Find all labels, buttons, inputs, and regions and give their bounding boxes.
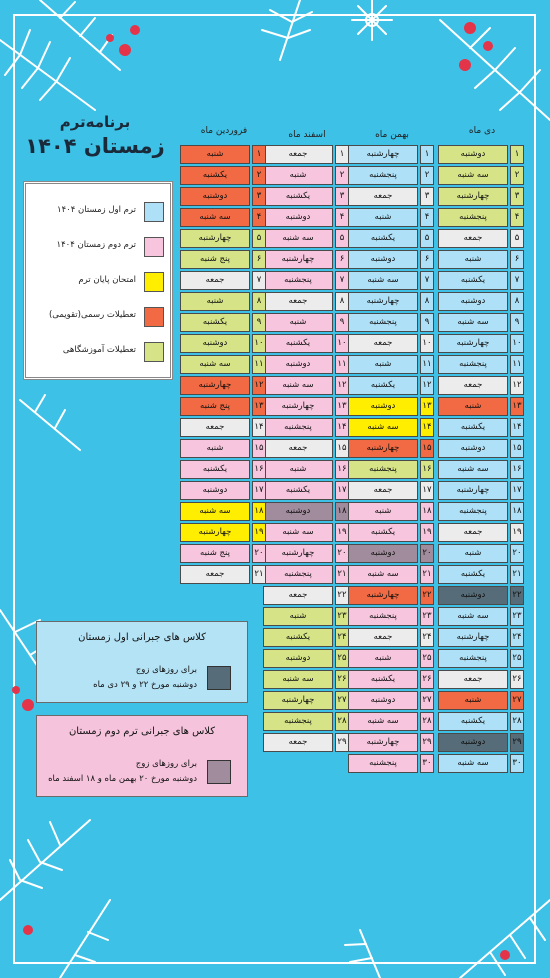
day-number: ۲۴ [510, 628, 524, 647]
legend-swatch [144, 237, 164, 257]
day-name: چهارشنبه [438, 334, 508, 353]
day-name: سه شنبه [438, 313, 508, 332]
day-name: شنبه [348, 208, 418, 227]
day-name: یکشنبه [348, 523, 418, 542]
day-number: ۱۶ [420, 460, 434, 479]
day-number: ۲۷ [510, 691, 524, 710]
day-name: چهارشنبه [263, 397, 333, 416]
day-number: ۵ [510, 229, 524, 248]
day-name: جمعه [438, 670, 508, 689]
day-name: پنجشنبه [348, 607, 418, 626]
day-name: جمعه [180, 565, 250, 584]
day-name: دوشنبه [348, 397, 418, 416]
day-name: دوشنبه [438, 586, 508, 605]
makeup-box-line-2: دوشنبه مورخ ۲۲ و ۲۹ دی ماه [93, 680, 197, 690]
day-number: ۱ [510, 145, 524, 164]
day-number: ۱۴ [335, 418, 349, 437]
day-name: سه شنبه [348, 271, 418, 290]
day-number: ۱۸ [252, 502, 266, 521]
day-number: ۲۳ [420, 607, 434, 626]
day-number: ۳ [420, 187, 434, 206]
day-name: سه شنبه [263, 523, 333, 542]
day-number: ۱۲ [335, 376, 349, 395]
day-number: ۱۰ [252, 334, 266, 353]
day-number: ۲۷ [420, 691, 434, 710]
day-number: ۲ [420, 166, 434, 185]
makeup-box-swatch [207, 666, 231, 690]
day-number: ۱۱ [335, 355, 349, 374]
day-number: ۱۳ [420, 397, 434, 416]
day-name: پنج شنبه [180, 397, 250, 416]
day-number: ۲ [510, 166, 524, 185]
day-name: چهارشنبه [180, 523, 250, 542]
day-number: ۱ [420, 145, 434, 164]
day-number: ۲۵ [420, 649, 434, 668]
day-name: جمعه [263, 586, 333, 605]
day-name: دوشنبه [348, 544, 418, 563]
day-number: ۳۰ [510, 754, 524, 773]
day-name: پنجشنبه [438, 502, 508, 521]
day-number: ۱۰ [420, 334, 434, 353]
day-number: ۲۹ [335, 733, 349, 752]
day-name: دوشنبه [180, 481, 250, 500]
day-name: شنبه [438, 544, 508, 563]
day-name: شنبه [263, 607, 333, 626]
day-number: ۲۱ [335, 565, 349, 584]
day-number: ۲۶ [420, 670, 434, 689]
day-number: ۱۹ [335, 523, 349, 542]
day-number: ۲۶ [335, 670, 349, 689]
day-number: ۸ [420, 292, 434, 311]
day-number: ۱۰ [510, 334, 524, 353]
day-number: ۱۸ [420, 502, 434, 521]
day-name: پنجشنبه [438, 355, 508, 374]
title-line-1: برنامه‌ترم [59, 113, 131, 131]
day-name: شنبه [438, 397, 508, 416]
day-number: ۹ [510, 313, 524, 332]
day-name: پنج شنبه [180, 544, 250, 563]
day-number: ۱ [335, 145, 349, 164]
legend-label: ترم اول زمستان ۱۴۰۴ [57, 205, 136, 215]
day-number: ۳ [252, 187, 266, 206]
legend-item [32, 202, 164, 222]
day-number: ۱۱ [420, 355, 434, 374]
day-number: ۸ [252, 292, 266, 311]
day-number: ۷ [252, 271, 266, 290]
legend-item [32, 272, 164, 292]
day-name: دوشنبه [263, 355, 333, 374]
day-number: ۱۵ [335, 439, 349, 458]
day-number: ۴ [510, 208, 524, 227]
day-number: ۴ [252, 208, 266, 227]
day-number: ۳ [510, 187, 524, 206]
day-name: شنبه [263, 313, 333, 332]
day-name: یکشنبه [348, 670, 418, 689]
day-number: ۶ [252, 250, 266, 269]
day-name: پنجشنبه [438, 208, 508, 227]
day-name: یکشنبه [348, 229, 418, 248]
day-name: یکشنبه [180, 460, 250, 479]
day-name: جمعه [263, 439, 333, 458]
day-name: یکشنبه [180, 313, 250, 332]
makeup-box-title: کلاس های جبرانی اول زمستان [78, 632, 206, 643]
day-number: ۵ [252, 229, 266, 248]
day-name: پنجشنبه [438, 649, 508, 668]
day-name: جمعه [180, 418, 250, 437]
day-name: جمعه [348, 187, 418, 206]
day-number: ۷ [510, 271, 524, 290]
makeup-class-box [36, 621, 248, 703]
day-number: ۱۵ [252, 439, 266, 458]
day-number: ۲۰ [252, 544, 266, 563]
day-name: چهارشنبه [263, 691, 333, 710]
day-number: ۱۱ [252, 355, 266, 374]
month-header: بهمن ماه [375, 130, 409, 140]
day-name: پنجشنبه [348, 754, 418, 773]
day-name: جمعه [438, 523, 508, 542]
day-name: سه شنبه [438, 607, 508, 626]
day-name: جمعه [438, 229, 508, 248]
day-number: ۱۶ [252, 460, 266, 479]
day-number: ۷ [335, 271, 349, 290]
day-name: شنبه [263, 166, 333, 185]
day-name: چهارشنبه [263, 250, 333, 269]
day-name: یکشنبه [438, 712, 508, 731]
day-number: ۹ [252, 313, 266, 332]
day-number: ۲۸ [420, 712, 434, 731]
day-name: سه شنبه [263, 229, 333, 248]
day-number: ۲۹ [420, 733, 434, 752]
legend-swatch [144, 202, 164, 222]
day-number: ۲۳ [335, 607, 349, 626]
day-number: ۲۵ [335, 649, 349, 668]
legend-swatch [144, 307, 164, 327]
day-name: یکشنبه [263, 334, 333, 353]
day-name: سه شنبه [180, 355, 250, 374]
day-number: ۲۱ [252, 565, 266, 584]
day-number: ۱۰ [335, 334, 349, 353]
day-number: ۱۲ [510, 376, 524, 395]
day-number: ۱ [252, 145, 266, 164]
day-number: ۱۷ [510, 481, 524, 500]
day-number: ۱۳ [510, 397, 524, 416]
day-number: ۱۹ [420, 523, 434, 542]
day-number: ۲۲ [335, 586, 349, 605]
day-number: ۲۸ [335, 712, 349, 731]
day-name: جمعه [263, 733, 333, 752]
day-name: شنبه [438, 250, 508, 269]
day-number: ۲۰ [510, 544, 524, 563]
day-name: جمعه [180, 271, 250, 290]
day-number: ۲۱ [420, 565, 434, 584]
legend-label: ترم دوم زمستان ۱۴۰۴ [56, 240, 136, 250]
day-number: ۲۹ [510, 733, 524, 752]
day-name: جمعه [263, 145, 333, 164]
day-name: چهارشنبه [348, 733, 418, 752]
day-number: ۲۶ [510, 670, 524, 689]
day-name: چهارشنبه [180, 229, 250, 248]
makeup-box-line-1: برای روزهای زوج [135, 759, 197, 769]
day-number: ۲ [335, 166, 349, 185]
day-number: ۱۷ [252, 481, 266, 500]
day-name: پنجشنبه [348, 313, 418, 332]
day-name: دوشنبه [180, 187, 250, 206]
day-name: شنبه [348, 502, 418, 521]
day-name: سه شنبه [263, 376, 333, 395]
day-number: ۱۸ [335, 502, 349, 521]
day-number: ۴ [420, 208, 434, 227]
day-name: دوشنبه [263, 208, 333, 227]
day-number: ۱۹ [510, 523, 524, 542]
legend-label: تعطیلات آموزشگاهی [62, 345, 136, 355]
day-name: شنبه [180, 145, 250, 164]
makeup-box-line-2: دوشنبه مورخ ۲۰ بهمن ماه و ۱۸ اسفند ماه [48, 774, 197, 784]
makeup-box-title: کلاس های جبرانی ترم دوم زمستان [68, 726, 216, 737]
day-number: ۳ [335, 187, 349, 206]
day-number: ۲ [252, 166, 266, 185]
title-line-2: زمستان ۱۴۰۴ [25, 134, 165, 158]
day-number: ۸ [510, 292, 524, 311]
day-name: شنبه [348, 649, 418, 668]
legend-item [32, 342, 164, 362]
day-number: ۱۶ [510, 460, 524, 479]
day-number: ۱۵ [510, 439, 524, 458]
day-name: یکشنبه [263, 481, 333, 500]
day-number: ۱۲ [420, 376, 434, 395]
day-number: ۱۶ [335, 460, 349, 479]
day-name: یکشنبه [263, 187, 333, 206]
day-name: پنجشنبه [348, 166, 418, 185]
day-number: ۲۵ [510, 649, 524, 668]
day-name: دوشنبه [438, 733, 508, 752]
day-name: دوشنبه [263, 502, 333, 521]
day-number: ۶ [510, 250, 524, 269]
day-name: دوشنبه [438, 292, 508, 311]
day-name: چهارشنبه [348, 292, 418, 311]
day-name: شنبه [263, 460, 333, 479]
day-number: ۱۸ [510, 502, 524, 521]
day-number: ۱۵ [420, 439, 434, 458]
day-name: دوشنبه [263, 649, 333, 668]
day-name: سه شنبه [180, 502, 250, 521]
day-number: ۱۴ [420, 418, 434, 437]
day-name: چهارشنبه [348, 586, 418, 605]
day-number: ۵ [335, 229, 349, 248]
day-number: ۲۱ [510, 565, 524, 584]
day-name: دوشنبه [348, 250, 418, 269]
day-name: یکشنبه [180, 166, 250, 185]
day-number: ۱۴ [252, 418, 266, 437]
day-number: ۲۰ [420, 544, 434, 563]
day-number: ۱۷ [420, 481, 434, 500]
day-number: ۸ [335, 292, 349, 311]
day-name: جمعه [348, 628, 418, 647]
page-title [20, 112, 170, 160]
day-number: ۲۴ [335, 628, 349, 647]
makeup-box-swatch [207, 760, 231, 784]
day-number: ۱۷ [335, 481, 349, 500]
day-number: ۲۲ [420, 586, 434, 605]
day-name: پنجشنبه [263, 565, 333, 584]
day-name: یکشنبه [438, 271, 508, 290]
day-name: شنبه [438, 691, 508, 710]
day-number: ۳۰ [420, 754, 434, 773]
day-name: جمعه [348, 481, 418, 500]
day-number: ۲۰ [335, 544, 349, 563]
day-name: شنبه [180, 439, 250, 458]
day-number: ۲۸ [510, 712, 524, 731]
legend-swatch [144, 272, 164, 292]
day-number: ۲۲ [510, 586, 524, 605]
legend-swatch [144, 342, 164, 362]
day-name: یکشنبه [348, 376, 418, 395]
day-name: سه شنبه [348, 418, 418, 437]
day-name: پنجشنبه [263, 712, 333, 731]
day-number: ۱۴ [510, 418, 524, 437]
day-number: ۶ [420, 250, 434, 269]
day-name: دوشنبه [438, 439, 508, 458]
day-name: یکشنبه [263, 628, 333, 647]
makeup-class-box [36, 715, 248, 797]
day-number: ۱۹ [252, 523, 266, 542]
day-number: ۲۷ [335, 691, 349, 710]
day-name: چهارشنبه [263, 544, 333, 563]
legend-label: امتحان پایان ترم [78, 275, 136, 285]
day-number: ۷ [420, 271, 434, 290]
legend-item [32, 237, 164, 257]
day-name: دوشنبه [180, 334, 250, 353]
day-name: سه شنبه [438, 460, 508, 479]
day-number: ۶ [335, 250, 349, 269]
day-number: ۹ [335, 313, 349, 332]
month-header: دی ماه [468, 126, 496, 136]
day-name: سه شنبه [348, 565, 418, 584]
day-number: ۱۱ [510, 355, 524, 374]
day-name: چهارشنبه [348, 145, 418, 164]
day-name: جمعه [348, 334, 418, 353]
day-number: ۹ [420, 313, 434, 332]
legend [23, 181, 173, 380]
legend-label: تعطیلات رسمی(تقویمی) [48, 310, 136, 320]
day-name: جمعه [438, 376, 508, 395]
day-name: شنبه [180, 292, 250, 311]
day-name: چهارشنبه [180, 376, 250, 395]
day-name: دوشنبه [348, 691, 418, 710]
day-name: یکشنبه [438, 418, 508, 437]
day-name: سه شنبه [348, 712, 418, 731]
day-number: ۲۴ [420, 628, 434, 647]
day-name: پنجشنبه [263, 418, 333, 437]
day-number: ۴ [335, 208, 349, 227]
day-name: پنج شنبه [180, 250, 250, 269]
day-name: دوشنبه [438, 145, 508, 164]
day-name: یکشنبه [438, 565, 508, 584]
day-number: ۱۳ [335, 397, 349, 416]
day-name: چهارشنبه [438, 628, 508, 647]
day-name: پنجشنبه [348, 460, 418, 479]
day-name: سه شنبه [438, 166, 508, 185]
makeup-box-line-1: برای روزهای زوج [135, 665, 197, 675]
day-number: ۵ [420, 229, 434, 248]
month-header: فروردین ماه [200, 126, 248, 136]
day-name: چهارشنبه [438, 481, 508, 500]
day-name: سه شنبه [180, 208, 250, 227]
day-name: جمعه [263, 292, 333, 311]
day-name: چهارشنبه [438, 187, 508, 206]
day-name: پنجشنبه [263, 271, 333, 290]
day-name: چهارشنبه [348, 439, 418, 458]
day-name: سه شنبه [438, 754, 508, 773]
day-name: شنبه [348, 355, 418, 374]
day-number: ۲۳ [510, 607, 524, 626]
month-header: اسفند ماه [288, 130, 326, 140]
day-number: ۱۳ [252, 397, 266, 416]
day-name: سه شنبه [263, 670, 333, 689]
legend-item [32, 307, 164, 327]
day-number: ۱۲ [252, 376, 266, 395]
